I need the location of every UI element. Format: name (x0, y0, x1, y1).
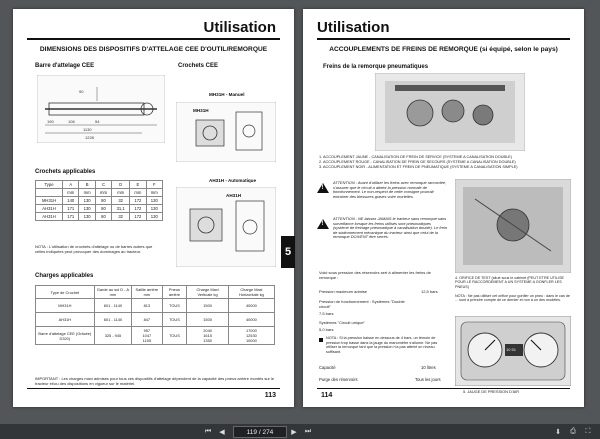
unit-cell: mm (112, 189, 130, 197)
mh31h-hook-diagram (176, 102, 276, 162)
title-rule (317, 38, 570, 40)
gauge-caption: 5. JAUGE DE PRESSION D'AIR (463, 389, 520, 394)
table-row: MH31H 140 130 80 32 172 130 (36, 197, 163, 205)
unit-cell (36, 189, 63, 197)
purge-label: Purge des réservoirs (319, 377, 358, 382)
table-row: AH31H 601 - 1140 847 TOUS 1500 40000 (36, 313, 275, 327)
section-title: DIMENSIONS DES DISPOSITIFS D'ATTELAGE CEE D'OUTIL/REMORQUE (39, 46, 268, 53)
right-page (303, 9, 584, 407)
th-b: B (79, 181, 95, 189)
th-e: E (130, 181, 146, 189)
unit-cell: mm (146, 189, 162, 197)
crochets-applicables-title: Crochets applicables (35, 169, 96, 175)
th-pneus: Pneus arrière (162, 286, 187, 299)
capacite-label: Capacité (319, 365, 336, 370)
ah31h-hook-diagram (176, 187, 276, 267)
th-a: A (63, 181, 79, 189)
prev-page-icon[interactable]: ◀ (219, 428, 225, 436)
pdf-toolbar (0, 424, 600, 439)
warning-icon (317, 219, 329, 229)
fullscreen-icon[interactable]: ⛶ (585, 427, 591, 435)
title-rule (27, 38, 280, 40)
dim-label: 90 (79, 89, 84, 94)
unit-cell: mm (130, 189, 146, 197)
drawbar-diagram (37, 75, 165, 143)
note-1: NOTA : L'utilisation de crochets d'attelage ou de barres autres que celles indiquées peut provoquer des dommages au tracteur. (35, 244, 153, 254)
unit-cell: mm (95, 189, 111, 197)
page-title: Utilisation (203, 19, 276, 36)
chapter-tab: 5 (281, 236, 295, 268)
ah31h-label: AH31H (226, 193, 242, 198)
page-number: 114 (321, 392, 333, 399)
barre-title: Barre d'attelage CEE (35, 63, 95, 69)
footer-rule (27, 388, 280, 389)
th-horiz: Charge Maxi Horizontale kg (228, 286, 274, 299)
th-d: D (112, 181, 130, 189)
charges-title: Charges applicables (35, 273, 94, 279)
th-garde: Garde au sol D - A mm (94, 286, 131, 299)
purge-value: Tous les jours (415, 377, 441, 382)
brake-couplings-photo (375, 73, 525, 151)
next-page-icon[interactable]: ▶ (291, 428, 297, 436)
circuit-unique-label: Systèmes "Circuit unique" (319, 320, 365, 325)
th-c: C (95, 181, 111, 189)
print-icon[interactable]: ⎙ (570, 427, 576, 435)
save-icon[interactable]: ⬇ (555, 428, 561, 436)
page-title: Utilisation (317, 19, 390, 36)
mh31h-manual-label: MH31H - Manuel (209, 92, 245, 97)
orifice-caption: 4. ORIFICE DE TEST (situé sous le cabinet (PEUT ETRE UTILISE POUR LE RACCORDEMENT A UN SYSTEME A GONFLER LES PNEUS) (455, 276, 565, 289)
legend-item: 3. ACCOUPLEMENT NOIR - ALIMENTATION ET FREIN DE PNEUMATIQUE (SYSTEME A CANALISATION SIMPLE) (319, 165, 518, 169)
footer-rule (317, 388, 570, 389)
page-number-input[interactable]: 119 / 274 (233, 426, 287, 438)
intro-text: Voici sous pression des réservoirs sert à alimenter les freins de remorque : (319, 270, 431, 280)
warning-icon (317, 183, 329, 193)
table-row: Barre d'attelage CEE (Grâcée) D320) 325 - 945 957 1047 1155 TOUS 2040 1615 1350 17000 12530 10000 (36, 327, 275, 345)
warning-1: ATTENTION : Avant d'utiliser les freins avec remorque raccordée, s'assurer que le circuit a atteint la pression normale de fonctionnement. Le non-respect de cette consigne pourrait entraîner des blessures graves voire mortelles. (333, 180, 447, 199)
hooks-table (35, 180, 163, 221)
unit-cell: mm (63, 189, 79, 197)
table-row: MH31H 601 - 1140 813 TOUS 1500 40000 (36, 299, 275, 313)
section-title: ACCOUPLEMENTS DE FREINS DE REMORQUE (si équipé, selon le pays) (329, 46, 558, 53)
mh31h-label: MH31H (193, 108, 209, 113)
table-row: AH31H 171 130 80 32 172 130 (36, 213, 163, 221)
ah31h-auto-label: AH31H - Automatique (209, 178, 257, 183)
dim-label: 190 (47, 119, 54, 124)
crochets-title: Crochets CEE (178, 63, 219, 69)
dim-label: 106 (68, 119, 75, 124)
pression-fonct-value: 7,5 bars (319, 311, 334, 316)
freins-title: Freins de la remorque pneumatiques (323, 64, 429, 70)
orifice-nota: NOTA : Ne pas utiliser cet orifice pour gonfler un pneu : dans le cas de ... sont à prendre compte de ce dernier et non à un des modèles. (455, 294, 570, 303)
note-text: NOTA : Si la pression baisse en dessous de 4 bars, un témoin de pression trop basse dans la jauge du manomètre s'allume. Ne pas utiliser la remorque tant que la pression n'a pas atteint un niveau suffisant. (326, 336, 438, 354)
th-type: Type (36, 181, 63, 189)
page-number: 113 (264, 392, 276, 399)
test-port-photo (455, 179, 571, 273)
th-vert: Charge Maxi Verticale kg (187, 286, 228, 299)
th-saillie: Saillie arrière mm (132, 286, 162, 299)
loads-table (35, 285, 275, 345)
dim-label: 1130 (83, 127, 92, 132)
legend-item: 1. ACCOUPLEMENT JAUNE - CANALISATION DE FREIN DE SERVICE (SYSTEME A CANALISATION DOUBLE) (319, 155, 512, 159)
dim-label: 1228 (85, 135, 94, 140)
left-page (13, 9, 294, 407)
th-f: F (146, 181, 162, 189)
legend-item: 2. ACCOUPLEMENT ROUGE - CANALISATION DE FREIN DE SECOURS (SYSTEME A CANALISATION DOUBLE) (319, 160, 516, 164)
circuit-unique-value: 5,0 bars (319, 327, 334, 332)
th-type: Type de Crochet (36, 286, 95, 299)
capacite-value: 10 litres (421, 365, 436, 370)
unit-cell: mm (79, 189, 95, 197)
gauge-readout: 10 51 (506, 347, 517, 352)
pression-max-value: 12,5 bars (421, 289, 438, 294)
pression-fonct-label: Pression de fonctionnement : Systèmes "Double circuit" (319, 299, 405, 309)
first-page-icon[interactable]: ⏮ (204, 427, 212, 435)
warning-2: ATTENTION : NE laissez JAMAIS le tracteur sans remorque sans surveillance lorsque les freins utilisés sont pneumatiques (système de freinage pneumatique à canalisation double). Le frein de stationnement mécanique du tracteur ainsi que celui de la remorque DOIVENT être serrés. (333, 216, 447, 240)
dim-label: 54 (95, 119, 100, 124)
note-bullet-icon (319, 338, 323, 342)
table-row: AH31H 171 130 80 31,1 172 130 (36, 205, 163, 213)
last-page-icon[interactable]: ⏭ (304, 427, 312, 435)
pression-max-label: Pression maximum admise (319, 289, 368, 294)
note-2: IMPORTANT : Les charges maxi admises pour tous ces dispositifs d'attelage dépendent de la capacité des pneus arrière montés sur le tracteur et/ou des dispositions en vigueur sur le matériel. (35, 376, 275, 386)
